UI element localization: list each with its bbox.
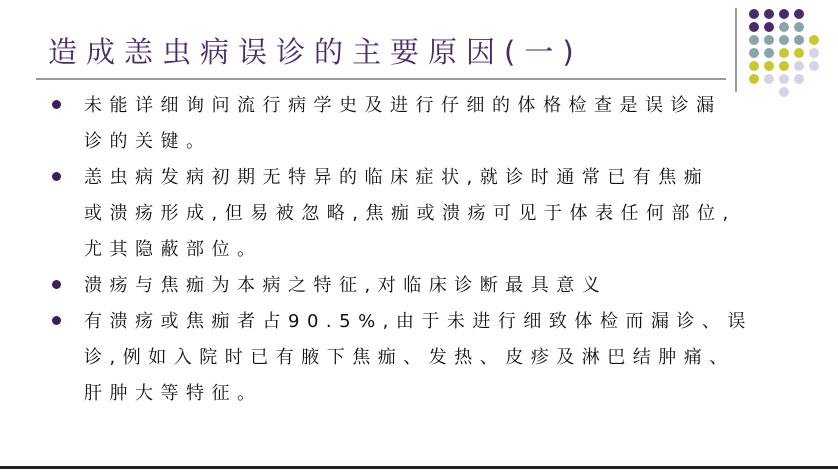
bullet-text-line: 溃疡与焦痂为本病之特征,对临床诊断最具意义 xyxy=(84,275,608,296)
decor-dot xyxy=(809,61,819,71)
bullet-item xyxy=(46,160,786,268)
decor-dot xyxy=(779,35,789,45)
bullet-text-line: 恙虫病发病初期无特异的临床症状,就诊时通常已有焦痂 xyxy=(84,167,710,188)
bullet-text-line: 肝肿大等特征。 xyxy=(84,383,263,404)
decor-dot xyxy=(794,22,804,32)
bottom-border xyxy=(0,466,838,469)
horizontal-divider xyxy=(36,78,726,80)
decor-dot xyxy=(779,74,789,84)
slide-title: 造成恙虫病误诊的主要原因(一) xyxy=(48,35,583,69)
decor-dot xyxy=(794,9,804,19)
decor-dot xyxy=(764,61,774,71)
bullet-text-line: 或溃疡形成,但易被忽略,焦痂或溃疡可见于体表任何部位, xyxy=(84,203,736,224)
decor-dot xyxy=(749,9,759,19)
bullet-dot-icon xyxy=(52,172,61,181)
decor-dot xyxy=(749,74,759,84)
decor-dot xyxy=(809,35,819,45)
bullet-text-line: 尤其隐蔽部位。 xyxy=(84,239,263,260)
bullet-dot-icon xyxy=(52,100,61,109)
bullet-text-line: 有溃疡或焦痂者占90.5%,由于未进行细致体检而漏诊、误 xyxy=(84,311,753,332)
decor-dot xyxy=(749,61,759,71)
decor-dot xyxy=(779,48,789,58)
bullet-item xyxy=(46,304,786,412)
bullet-item xyxy=(46,88,786,160)
decor-dot xyxy=(764,22,774,32)
decor-dot xyxy=(794,74,804,84)
bullet-list xyxy=(46,88,786,412)
bullet-text-line: 诊,例如入院时已有腋下焦痂、发热、皮疹及淋巴结肿痛、 xyxy=(84,347,735,368)
decor-dot xyxy=(779,9,789,19)
decor-dot xyxy=(794,48,804,58)
bullet-text-line: 未能详细询问流行病学史及进行仔细的体格检查是误诊漏 xyxy=(84,95,722,116)
decor-dot xyxy=(779,22,789,32)
decor-dot xyxy=(809,48,819,58)
bullet-dot-icon xyxy=(52,280,61,289)
bullet-text-line: 诊的关键。 xyxy=(84,131,212,152)
decor-dot xyxy=(764,48,774,58)
decor-dot xyxy=(764,74,774,84)
bullet-dot-icon xyxy=(52,316,61,325)
decor-dot xyxy=(749,35,759,45)
decor-dot xyxy=(794,35,804,45)
decor-dot xyxy=(749,48,759,58)
decor-dot xyxy=(764,35,774,45)
vertical-divider xyxy=(735,8,737,92)
decor-dot xyxy=(764,9,774,19)
decor-dot xyxy=(749,22,759,32)
decor-dot xyxy=(779,61,789,71)
decor-dot xyxy=(794,61,804,71)
bullet-item xyxy=(46,268,786,304)
